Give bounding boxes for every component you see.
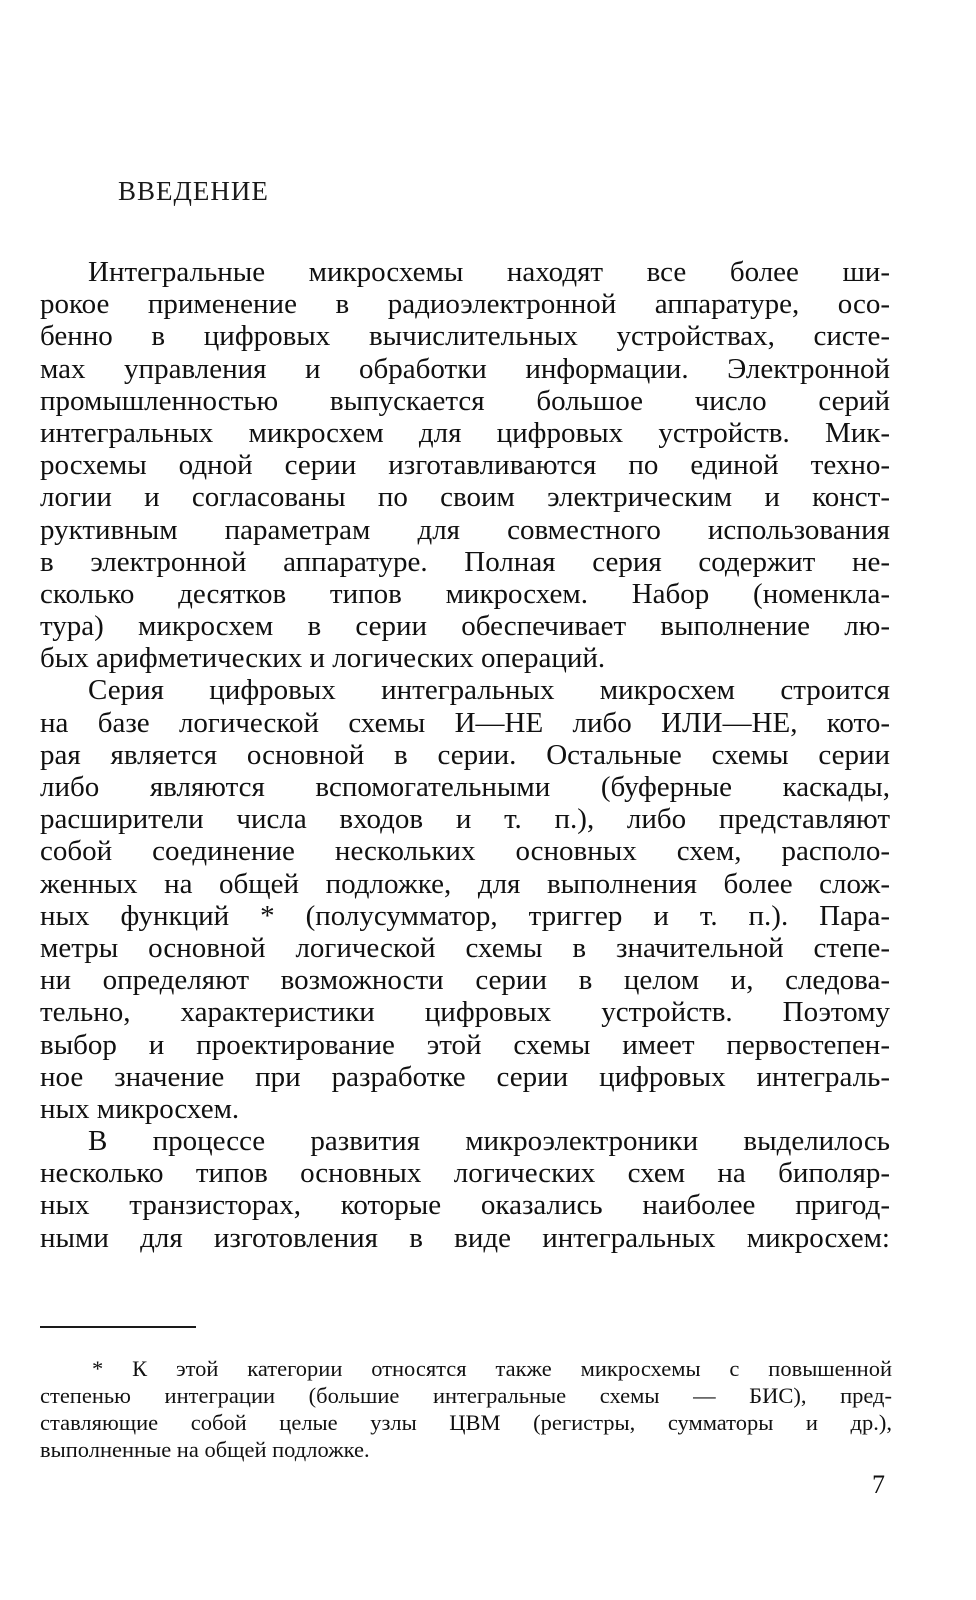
text-line: ное значение при разработке серии цифровых интеграль- (40, 1060, 890, 1093)
text-line: ными для изготовления в виде интегральных микросхем: (40, 1221, 890, 1254)
text-line: ни определяют возможности серии в целом и, следова- (40, 964, 890, 997)
paragraph-3 (40, 1125, 890, 1254)
text-line: бенно в цифровых вычислительных устройствах, систе- (40, 320, 890, 353)
text-line: Серия цифровых интегральных микросхем строится (88, 674, 890, 707)
text-line: рая является основной в серии. Остальные схемы серии (40, 738, 890, 771)
paragraph-1 (40, 256, 890, 674)
page-number: 7 (872, 1470, 885, 1499)
text-line: тельно, характеристики цифровых устройств. Поэтому (40, 996, 890, 1029)
footnote-line: * К этой категории относятся также микросхемы с повышенной (92, 1356, 892, 1381)
text-line: либо являются вспомогательными (буферные каскады, (40, 771, 890, 803)
paragraph-2 (40, 674, 890, 1125)
text-line: сколько десятков типов микросхем. Набор (номенкла- (40, 577, 890, 610)
text-line: рокое применение в радиоэлектронной аппаратуре, осо- (40, 288, 890, 321)
text-line: бых арифметических и логических операций. (40, 642, 606, 675)
footnote-line: выполненные на общей подложке. (40, 1437, 370, 1462)
footnote-divider (40, 1326, 196, 1328)
footnote-line: ставляющие собой целые узлы ЦВМ (регистры, сумматоры и др.), (40, 1410, 892, 1435)
footnote-line: степенью интеграции (большие интегральные схемы — БИС), пред- (40, 1383, 892, 1408)
text-line: тура) микросхем в серии обеспечивает выполнение лю- (40, 610, 890, 643)
text-line: ных микросхем. (40, 1092, 240, 1125)
text-line: на базе логической схемы И—НЕ либо ИЛИ—НЕ, кото- (40, 706, 890, 739)
text-line: промышленностью выпускается большое число серий (40, 384, 890, 417)
text-line: женных на общей подложке, для выполнения более слож- (40, 867, 890, 900)
text-line: ных транзисторах, которые оказались наиболее пригод- (40, 1189, 890, 1222)
text-line: интегральных микросхем для цифровых устройств. Мик- (40, 416, 890, 449)
text-line: расширители числа входов и т. п.), либо представляют (40, 803, 890, 836)
footnote (40, 1355, 892, 1463)
text-line: в электронной аппаратуре. Полная серия содержит не- (40, 545, 890, 578)
text-line: метры основной логической схемы в значительной степе- (40, 931, 890, 964)
text-line: Интегральные микросхемы находят все более ши- (88, 256, 890, 288)
text-line: В процессе развития микроэлектроники выделилось (88, 1125, 890, 1158)
text-line: мах управления и обработки информации. Электронной (40, 352, 890, 385)
text-line: несколько типов основных логических схем на биполяр- (40, 1157, 890, 1190)
section-heading: ВВЕДЕНИЕ (118, 176, 269, 206)
text-line: росхемы одной серии изготавливаются по единой техно- (40, 449, 890, 482)
text-line: руктивным параметрам для совместного использования (40, 513, 890, 546)
text-line: собой соединение нескольких основных схем, располо- (40, 835, 890, 868)
body-text (40, 256, 890, 1254)
text-line: логии и согласованы по своим электрическим и конст- (40, 481, 890, 514)
text-line: выбор и проектирование этой схемы имеет первостепен- (40, 1028, 890, 1061)
text-line: ных функций * (полусумматор, триггер и т. п.). Пара- (40, 899, 890, 932)
